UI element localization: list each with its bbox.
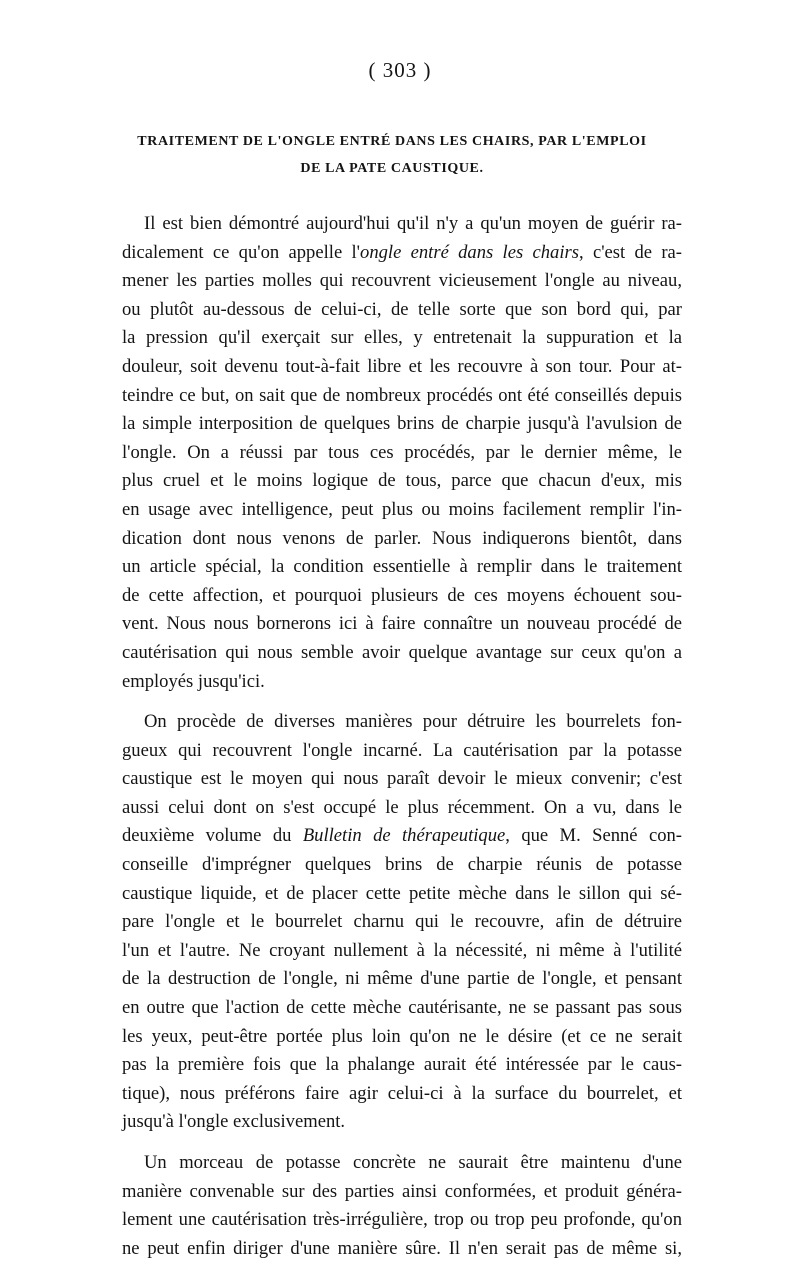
text-line: On procède de diverses manières pour détruire les bourrelets fon-: [144, 711, 682, 733]
text-line: manière convenable sur des parties ainsi conformées, et produit généra-: [122, 1180, 682, 1202]
text-line: plus cruel et le moins logique de tous, parce que chacun d'eux, mis: [122, 470, 682, 492]
text-line: l'ongle. On a réussi par tous ces procédés, par le dernier même, le: [122, 441, 682, 463]
text-line: la simple interposition de quelques brins de charpie jusqu'à l'avulsion de: [122, 413, 682, 435]
text-line: un article spécial, la condition essentielle à remplir dans le traitement: [122, 556, 682, 578]
text-line: en usage avec intelligence, peut plus ou moins facilement remplir l'in-: [122, 498, 682, 520]
paragraph: [122, 1149, 682, 1263]
text-line: mener les parties molles qui recouvrent vicieusement l'ongle au niveau,: [122, 270, 682, 292]
text-line: cautérisation qui nous semble avoir quelque avantage sur ceux qu'on a: [122, 641, 682, 663]
text-line: conseille d'imprégner quelques brins de charpie réunis de potasse: [122, 854, 682, 876]
text-line: teindre ce but, on sait que de nombreux procédés ont été conseillés depuis: [122, 384, 682, 406]
page-number: ( 303 ): [368, 58, 432, 82]
paragraph: [122, 210, 682, 696]
text-line: ou plutôt au-dessous de celui-ci, de telle sorte que son bord qui, par: [122, 298, 682, 320]
text-line: en outre que l'action de cette mèche cautérisante, ne se passant pas sous: [122, 997, 682, 1019]
text-line: Un morceau de potasse concrète ne saurait être maintenu d'une: [144, 1152, 682, 1173]
text-line: tique), nous préférons faire agir celui-ci à la surface du bourrelet, et: [122, 1082, 682, 1104]
text-line: caustique est le moyen qui nous paraît devoir le mieux convenir; c'est: [122, 768, 682, 790]
article-heading: [100, 128, 684, 182]
text-line: douleur, soit devenu tout-à-fait libre et les recouvre à son tour. Pour at-: [122, 355, 682, 377]
text-line: l'un et l'autre. Ne croyant nullement à la nécessité, ni même à l'utilité: [122, 939, 682, 961]
text-line: les yeux, peut-être portée plus loin qu'on ne le désire (et ce ne serait: [122, 1025, 682, 1047]
text-line: gueux qui recouvrent l'ongle incarné. La cautérisation par la potasse: [122, 739, 682, 761]
text-line: Il est bien démontré aujourd'hui qu'il n'y a qu'un moyen de guérir ra-: [144, 213, 682, 234]
text-line: ne peut enfin diriger d'une manière sûre. Il n'en serait pas de même si,: [122, 1237, 682, 1259]
text-line: la pression qu'il exerçait sur elles, y entretenait la suppuration et la: [122, 327, 682, 349]
text-line: lement une cautérisation très-irrégulière, trop ou trop peu profonde, qu'on: [122, 1209, 682, 1231]
text-line: aussi celui dont on s'est occupé le plus récemment. On a vu, dans le: [122, 796, 682, 818]
text-line: de la destruction de l'ongle, ni même d'une partie de l'ongle, et pensant: [122, 968, 682, 990]
paragraph: [122, 708, 682, 1137]
text-line: jusqu'à l'ongle exclusivement.: [122, 1111, 346, 1133]
heading-line-2: DE LA PATE CAUSTIQUE.: [300, 161, 484, 176]
text-line: employés jusqu'ici.: [122, 670, 265, 692]
text-line: vent. Nous nous bornerons ici à faire connaître un nouveau procédé de: [122, 613, 682, 635]
text-line: de cette affection, et pourquoi plusieurs de ces moyens échouent sou-: [122, 584, 682, 606]
text-line: deuxième volume du Bulletin de thérapeutique, que M. Senné con-: [122, 825, 682, 847]
text-line: caustique liquide, et de placer cette petite mèche dans le sillon qui sé-: [122, 882, 682, 904]
article-body: [122, 210, 682, 1275]
text-line: dication dont nous venons de parler. Nous indiquerons bientôt, dans: [122, 527, 682, 549]
text-line: dicalement ce qu'on appelle l'ongle entré dans les chairs, c'est de ra-: [122, 241, 682, 263]
text-line: pas la première fois que la phalange aurait été intéressée par le caus-: [122, 1054, 682, 1076]
text-line: pare l'ongle et le bourrelet charnu qui le recouvre, afin de détruire: [122, 911, 682, 933]
heading-line-1: TRAITEMENT DE L'ONGLE ENTRÉ DANS LES CHAIRS, PAR L'EMPLOI: [137, 134, 647, 149]
